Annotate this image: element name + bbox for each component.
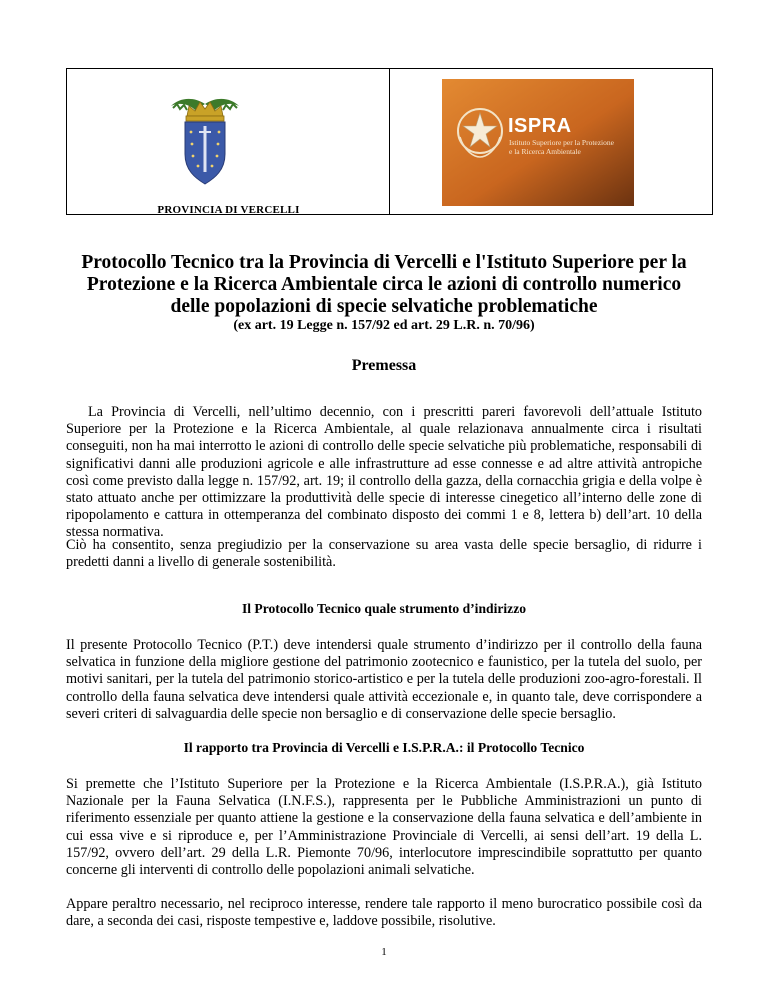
- ispra-logo: [442, 79, 634, 206]
- ispra-logo-subtitle: [509, 138, 629, 156]
- paragraph-3: Il presente Protocollo Tecnico (P.T.) deve intendersi quale strumento d’indirizzo per il controllo della fauna selvatica in funzione della migliore gestione del patrimonio zootecnico e faunistico, per la tutela del suolo, per motivi sanitari, per la tutela del patrimonio storico-artistico e per la tutela delle produzioni zoo-agro-forestali. Il controllo della fauna selvatica deve intendersi quale attività eccezionale e, in quanto tale, deve corrispondere a severi criteri di salvaguardia delle specie non bersaglio e di conservazione delle specie bersaglio.: [66, 637, 702, 722]
- province-label: PROVINCIA DI VERCELLI: [157, 204, 300, 216]
- section-heading-strumento: Il Protocollo Tecnico quale strumento d’indirizzo: [241, 601, 527, 616]
- paragraph-5: Appare peraltro necessario, nel reciproco interesse, rendere tale rapporto il meno burocratico possibile così da dare, a seconda dei casi, risposte tempestive e, laddove possibile, risolutive.: [66, 896, 702, 930]
- provincia-vercelli-crest-logo: [165, 92, 245, 192]
- document-title: Protocollo Tecnico tra la Provincia di Vercelli e l'Istituto Superiore per la Protezione e la Ricerca Ambientale circa le azioni di controllo numerico delle popolazioni di specie selvatiche problematiche: [81, 252, 687, 317]
- ispra-logo-name: ISPRA: [508, 115, 572, 137]
- ispra-subtitle-line1: Istituto Superiore per la Protezione: [509, 138, 614, 147]
- paragraph-1: La Provincia di Vercelli, nell’ultimo decennio, con i prescritti pareri favorevoli dell’attuale Istituto Superiore per la Protezione e la Ricerca Ambientale, al quale relazionava annualmente circa i risultati conseguiti, non ha mai interrotto le azioni di controllo delle specie selvatiche più problematiche, responsabili di significativi danni alle produzioni agricole e alle infrastrutture ad esse connesse e ad altre attività antropiche così come previsto dalla legge n. 157/92, art. 19; il controllo della gazza, della cornacchia grigia e della volpe è stato attuato anche per ottimizzare la produttività delle specie di interesse cinegetico all’interno delle zone di ripopolamento e cattura in ottemperanza del combinato disposto dei commi 1 e 8, lettera b) dell’art. 10 della stessa normativa.: [66, 404, 702, 541]
- section-heading-premessa: Premessa: [351, 357, 417, 374]
- page-number: 1: [381, 946, 387, 958]
- paragraph-2: Ciò ha consentito, senza pregiudizio per la conservazione su area vasta delle specie bersaglio, di ridurre i predetti danni a livello di generale sostenibilità.: [66, 537, 702, 571]
- section-heading-rapporto: Il rapporto tra Provincia di Vercelli e I.S.P.R.A.: il Protocollo Tecnico: [183, 740, 585, 755]
- document-subtitle: (ex art. 19 Legge n. 157/92 ed art. 29 L.R. n. 70/96): [233, 318, 535, 333]
- ispra-subtitle-line2: e la Ricerca Ambientale: [509, 147, 581, 156]
- paragraph-4: Si premette che l’Istituto Superiore per la Protezione e la Ricerca Ambientale (I.S.P.R.A.), già Istituto Nazionale per la Fauna Selvatica (I.N.F.S.), rappresenta per le Pubbliche Amministrazioni un punto di riferimento essenziale per quanto attiene la gestione e la conservazione della fauna selvatica e dell’ambiente in cui essa vive e si riproduce e, per l’Amministrazione Provinciale di Vercelli, ai sensi dell’art. 19 della L. 157/92, ovvero dell’art. 29 della L.R. Piemonte 70/96, interlocutore imprescindibile soprattutto per quanto concerne gli interventi di controllo delle popolazioni animali selvatiche.: [66, 776, 702, 879]
